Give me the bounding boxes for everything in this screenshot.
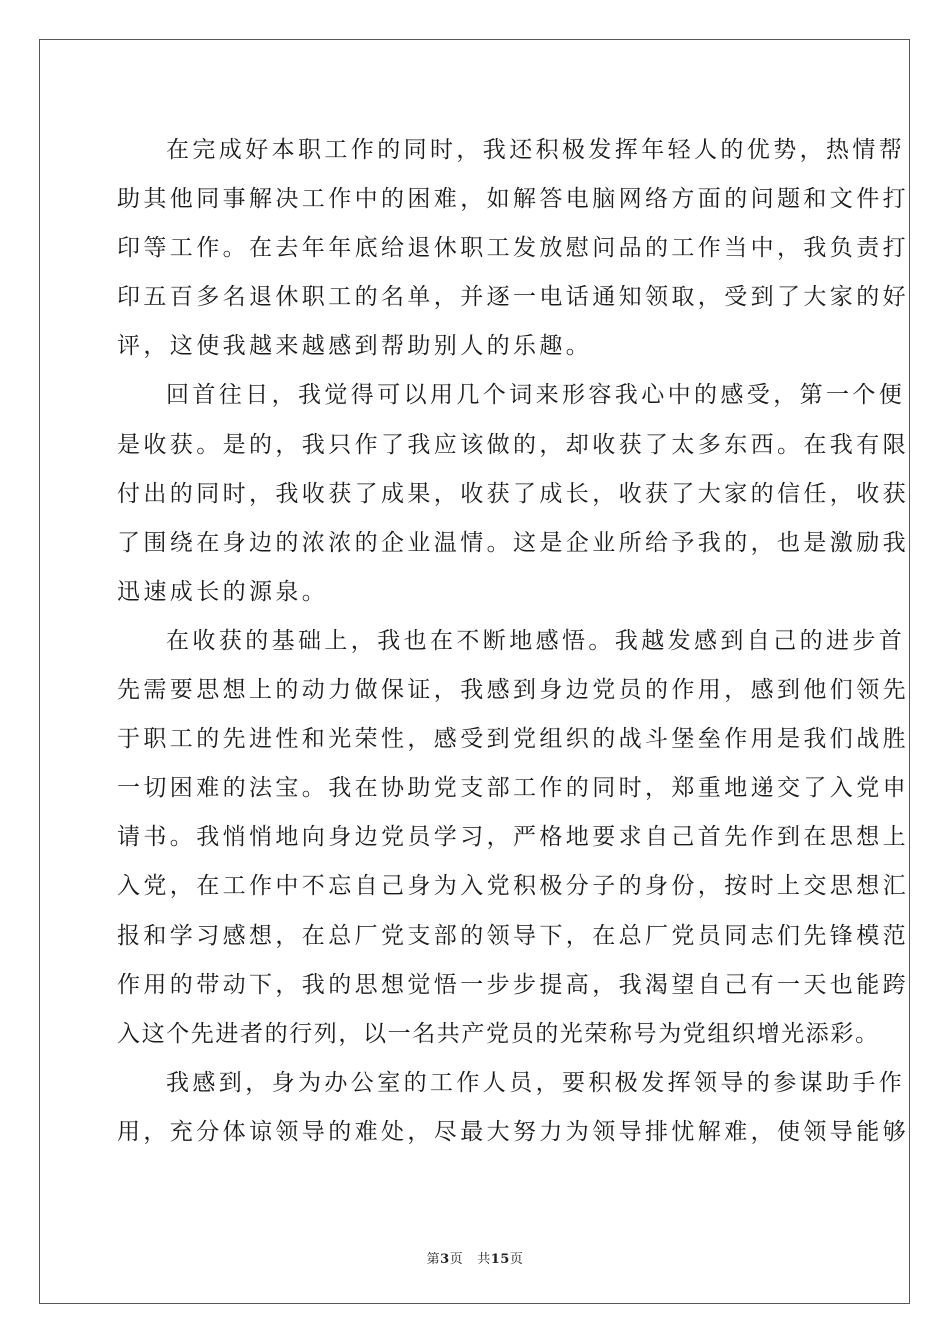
paragraph-3-line-4: 一切困难的法宝。我在协助党支部工作的同时，郑重地递交了入党申	[117, 775, 909, 802]
paragraph-3-line-2: 先需要思想上的动力做保证，我感到身边党员的作用，感到他们领先	[117, 677, 909, 704]
paragraph-1-line-5: 评，这使我越来越感到帮助别人的乐趣。	[117, 333, 593, 360]
total-prefix: 共	[477, 1252, 491, 1267]
current-page-number: 3	[440, 1252, 450, 1267]
paragraph-2-line-1: 回首往日，我觉得可以用几个词来形容我心中的感受，第一个便	[166, 382, 906, 409]
paragraph-3-line-6: 入党，在工作中不忘自己身为入党积极分子的身份，按时上交思想汇	[117, 873, 909, 900]
paragraph-3-line-1: 在收获的基础上，我也在不断地感悟。我越发感到自己的进步首	[166, 627, 906, 654]
paragraph-3-line-8: 作用的带动下，我的思想觉悟一步步提高，我渴望自己有一天也能跨	[117, 971, 909, 998]
paragraph-2-line-5: 迅速成长的源泉。	[117, 578, 329, 605]
page-suffix: 页	[449, 1252, 464, 1267]
paragraph-2-line-3: 付出的同时，我收获了成果，收获了成长，收获了大家的信任，收获	[117, 480, 909, 507]
total-page-number: 15	[490, 1252, 510, 1267]
paragraph-2-line-2: 是收获。是的，我只作了我应该做的，却收获了太多东西。在我有限	[117, 431, 909, 458]
page-prefix: 第	[426, 1252, 441, 1267]
paragraph-2-line-4: 了围绕在身边的浓浓的企业温情。这是企业所给予我的，也是激励我	[117, 529, 909, 556]
paragraph-1-line-3: 印等工作。在去年年底给退休职工发放慰问品的工作当中，我负责打	[117, 235, 909, 262]
document-body	[117, 126, 909, 1157]
paragraph-3-line-3: 于职工的先进性和光荣性，感受到党组织的战斗堡垒作用是我们战胜	[117, 726, 909, 753]
paragraph-4-line-2: 用，充分体谅领导的难处，尽最大努力为领导排忧解难，使领导能够	[117, 1118, 909, 1145]
page-footer	[0, 1248, 950, 1267]
paragraph-3-line-7: 报和学习感想，在总厂党支部的领导下，在总厂党员同志们先锋模范	[117, 922, 909, 949]
paragraph-3-line-5: 请书。我悄悄地向身边党员学习，严格地要求自己首先作到在思想上	[117, 824, 909, 851]
paragraph-4-line-1: 我感到，身为办公室的工作人员，要积极发挥领导的参谋助手作	[166, 1069, 906, 1096]
paragraph-1-line-4: 印五百多名退休职工的名单，并逐一电话通知领取，受到了大家的好	[117, 284, 909, 311]
total-suffix: 页	[509, 1252, 524, 1267]
paragraph-1-line-2: 助其他同事解决工作中的困难，如解答电脑网络方面的问题和文件打	[117, 186, 909, 213]
paragraph-1-line-1: 在完成好本职工作的同时，我还积极发挥年轻人的优势，热情帮	[166, 137, 906, 163]
paragraph-3-line-9: 入这个先进者的行列，以一名共产党员的光荣称号为党组织增光添彩。	[117, 1020, 880, 1047]
